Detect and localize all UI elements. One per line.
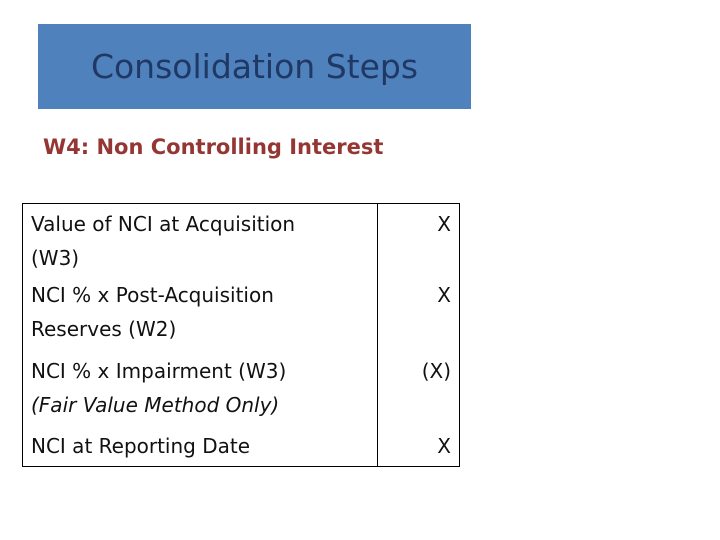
- row-amount: X: [378, 276, 460, 352]
- row-amount: X: [378, 427, 460, 467]
- row-amount: X: [378, 204, 460, 276]
- row-label-line: Reserves (W2): [31, 316, 177, 341]
- row-label: [23, 352, 378, 427]
- table-row: [23, 204, 460, 276]
- title-banner: [38, 24, 471, 109]
- table-row: [23, 352, 460, 427]
- row-amount: (X): [378, 352, 460, 427]
- table-row: [23, 427, 460, 467]
- row-label: [23, 204, 378, 276]
- row-label: [23, 276, 378, 352]
- table-row: [23, 276, 460, 352]
- nci-table: [22, 203, 460, 467]
- row-label-line: NCI % x Post-Acquisition: [31, 282, 274, 307]
- row-label-note: (Fair Value Method Only): [31, 392, 280, 417]
- row-label-line: Value of NCI at Acquisition: [31, 212, 296, 236]
- row-label-line: NCI % x Impairment (W3): [31, 358, 287, 383]
- slide-subtitle: W4: Non Controlling Interest: [43, 135, 384, 159]
- row-label-line: (W3): [31, 246, 80, 270]
- row-label-line: NCI at Reporting Date: [31, 433, 251, 458]
- row-label: [23, 427, 378, 467]
- slide-title: Consolidation Steps: [90, 47, 419, 86]
